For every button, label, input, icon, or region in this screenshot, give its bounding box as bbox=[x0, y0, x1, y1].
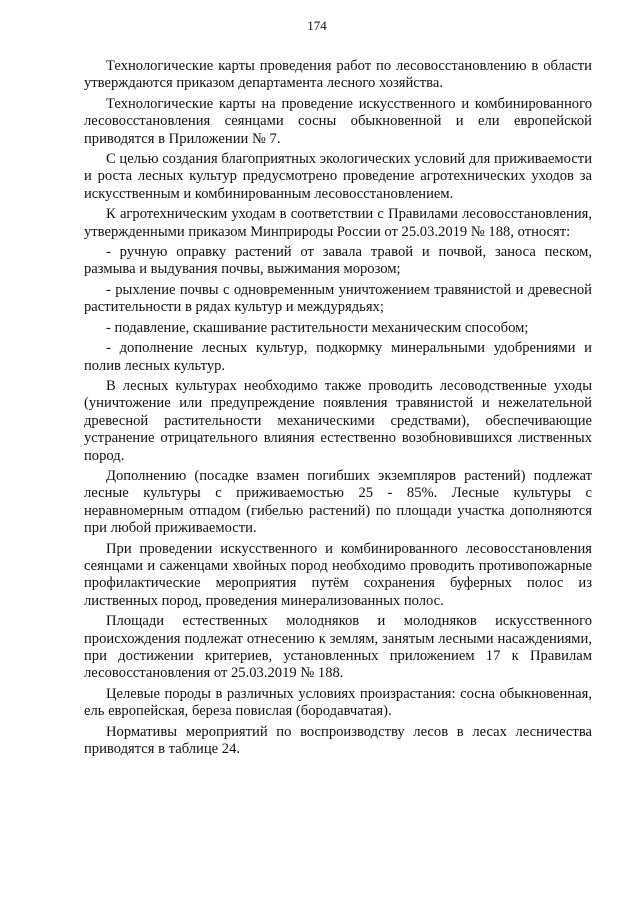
paragraph-agrotech-care-purpose: С целью создания благоприятных экологических условий для приживаемости и роста лесных культур предусмотрено проведение агротехнических уходов за искусственным и комбинированным лесовосстановлением. bbox=[84, 151, 592, 202]
paragraph-young-stands-classification: Площади естественных молодняков и молодняков искусственного происхождения подлежат отнесению к землям, занятым лесными насаждениями, при достижении критериев, установленных приложением 17 к Правилам лесовосстановления от 25.03.2019 № 188. bbox=[84, 613, 592, 682]
paragraph-fire-prevention: При проведении искусственного и комбинированного лесовосстановления сеянцами и саженцами хвойных пород необходимо проводить противопожарные профилактические мероприятия путём сохранения буферных полос из лиственных пород, проведения минерализованных полос. bbox=[84, 540, 592, 609]
list-item-mechanical-mowing: - подавление, скашивание растительности механическим способом; bbox=[106, 319, 529, 336]
list-item-supplementing-fertilizing: - дополнение лесных культур, подкормку минеральными удобрениями и полив лесных культур. bbox=[84, 340, 592, 374]
list-item-manual-straightening: - ручную оправку растений от завала травой и почвой, заноса песком, размыва и выдувания почвы, выжимания морозом; bbox=[84, 244, 592, 278]
paragraph-target-species: Целевые породы в различных условиях произрастания: сосна обыкновенная, ель европейская, береза повислая (бородавчатая). bbox=[84, 685, 592, 720]
paragraph-tech-maps-approval: Технологические карты проведения работ по лесовосстановлению в области утверждаются приказом департамента лесного хозяйства. bbox=[84, 58, 592, 92]
paragraph-supplement-planting: Дополнению (посадке взамен погибших экземпляров растений) подлежат лесные культуры с приживаемостью 25 - 85%. Лесные культуры с неравномерным отпадом (гибелью растений) по площади участка дополняются при любой приживаемости. bbox=[84, 467, 592, 537]
page-number: 174 bbox=[307, 18, 327, 33]
paragraph-standards-table-reference: Нормативы мероприятий по воспроизводству лесов в лесах лесничества приводятся в таблице 24. bbox=[84, 723, 592, 758]
paragraph-silvicultural-care: В лесных культурах необходимо также проводить лесоводственные уходы (уничтожение или предупреждение появления травянистой и нежелательной древесной растительности механическими средствами), обеспечивающие устранение отрицательного влияния естественно возобновившихся лиственных пород. bbox=[84, 377, 592, 464]
paragraph-agrotech-care-list-intro: К агротехническим уходам в соответствии с Правилами лесовосстановления, утвержденными приказом Минприроды России от 25.03.2019 № 188, относят: bbox=[84, 206, 592, 240]
paragraph-tech-maps-appendix: Технологические карты на проведение искусственного и комбинированного лесовосстановления сеянцами сосны обыкновенной и ели европейской приводятся в Приложении № 7. bbox=[84, 95, 592, 147]
document-body bbox=[84, 58, 592, 761]
list-item-soil-loosening: - рыхление почвы с одновременным уничтожением травянистой и древесной растительности в рядах культур и междурядьях; bbox=[84, 281, 592, 316]
